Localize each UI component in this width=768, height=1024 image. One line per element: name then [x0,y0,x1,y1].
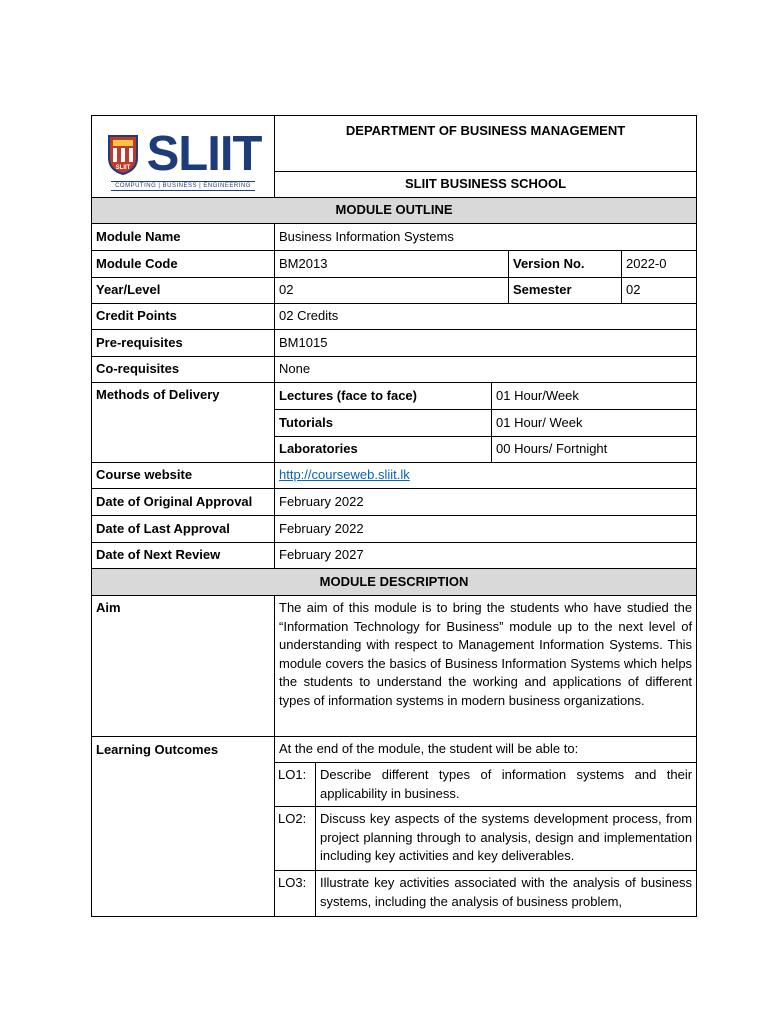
list-item [275,763,696,807]
sliit-crest-icon [105,132,141,176]
delivery-type: Tutorials [275,410,492,437]
outcome-text: Discuss key aspects of the systems development process, from project planning through to analysis, design and implementation including key activities and key deliverables. [316,807,697,871]
delivery-methods-label: Methods of Delivery [92,383,275,463]
delivery-type: Laboratories [275,437,492,463]
module-outline-table [91,115,697,917]
delivery-type: Lectures (face to face) [275,383,492,410]
corequisites-value: None [275,357,697,383]
corequisites-label: Co-requisites [92,357,275,383]
module-outline-heading: MODULE OUTLINE [92,198,697,224]
outcome-text: Illustrate key activities associated with the analysis of business systems, including the analysis of business problem, [316,871,697,916]
outcome-id: LO2: [275,807,316,871]
aim-label: Aim [92,596,275,737]
outcome-id: LO3: [275,871,316,916]
learning-outcomes-list [275,763,697,917]
logo-wordmark: SLIIT [146,127,262,181]
outcome-id: LO1: [275,763,316,807]
module-code-value: BM2013 [275,251,509,278]
version-value: 2022-0 [622,251,697,278]
last-approval-value: February 2022 [275,516,697,543]
school-title: SLIIT BUSINESS SCHOOL [275,172,697,198]
list-item [275,807,696,871]
outcome-text: Describe different types of information systems and their applicability in business. [320,767,693,801]
learning-outcomes-label: Learning Outcomes [92,737,275,917]
svg-text:SLIIT: SLIIT [115,165,130,171]
year-level-value: 02 [275,278,509,304]
learning-outcomes-intro: At the end of the module, the student will be able to: [275,737,697,763]
logo-tagline: COMPUTING | BUSINESS | ENGINEERING [111,181,255,191]
module-description-heading: MODULE DESCRIPTION [92,569,697,596]
module-code-label: Module Code [92,251,275,278]
prerequisites-value: BM1015 [275,330,697,357]
credit-points-value: 02 Credits [275,304,697,330]
year-level-label: Year/Level [92,278,275,304]
sliit-logo [92,116,275,198]
semester-value: 02 [622,278,697,304]
delivery-hours: 00 Hours/ Fortnight [492,437,697,463]
credit-points-label: Credit Points [92,304,275,330]
list-item [275,871,696,916]
department-title: DEPARTMENT OF BUSINESS MANAGEMENT [275,116,697,172]
next-review-value: February 2027 [275,543,697,569]
last-approval-label: Date of Last Approval [92,516,275,543]
version-label: Version No. [509,251,622,278]
original-approval-value: February 2022 [275,489,697,516]
original-approval-label: Date of Original Approval [92,489,275,516]
delivery-hours: 01 Hour/ Week [492,410,697,437]
aim-text: The aim of this module is to bring the students who have studied the “Information Technology for Business” module up to the next level of understanding with respect to Management Information Systems. This module covers the basics of Business Information Systems which helps the students to understand the working and applications of different types of information systems in modern business organizations. [275,596,697,737]
module-name-label: Module Name [92,224,275,251]
semester-label: Semester [509,278,622,304]
module-name-value: Business Information Systems [275,224,697,251]
course-website-link[interactable]: http://courseweb.sliit.lk [279,467,410,483]
next-review-label: Date of Next Review [92,543,275,569]
course-website-label: Course website [92,463,275,489]
prerequisites-label: Pre-requisites [92,330,275,357]
delivery-hours: 01 Hour/Week [492,383,697,410]
